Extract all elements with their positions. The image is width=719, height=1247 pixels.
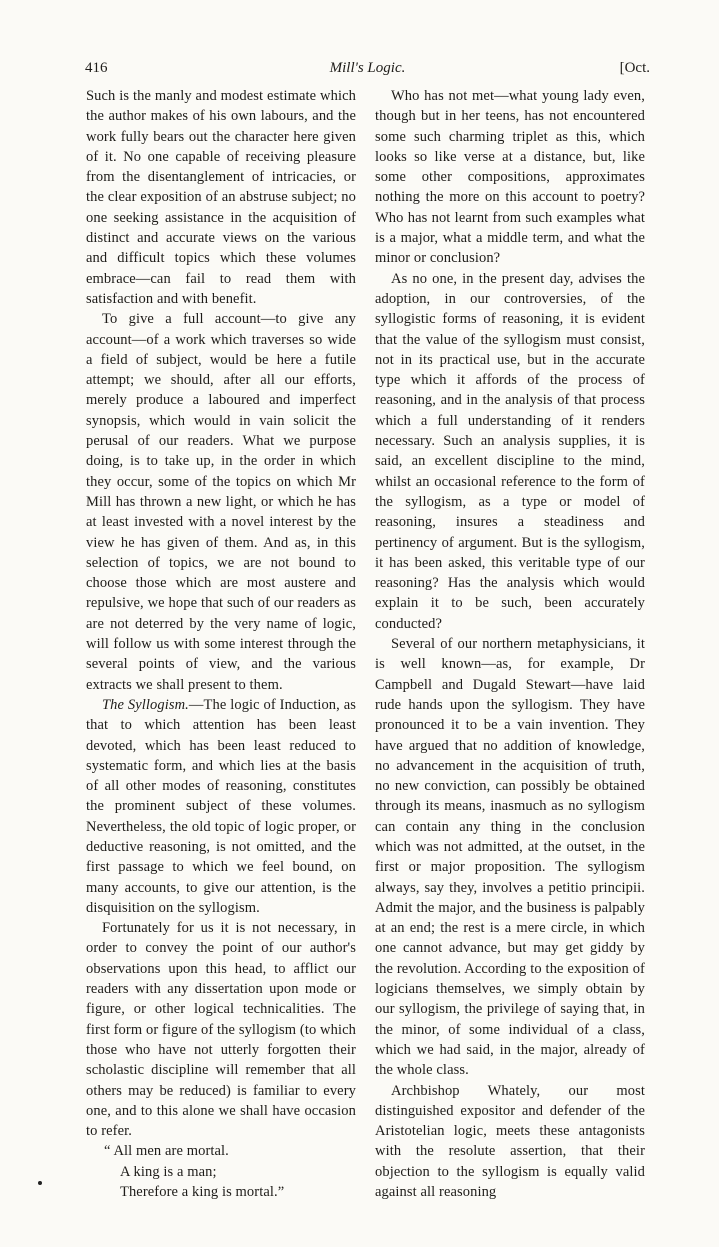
section-heading: The Syllogism. (102, 696, 189, 713)
paragraph: Several of our northern metaphysicians, it is well known—as, for example, Dr Campbell and Dugald Stewart—have laid rude hands upon the syllogism. They have pronounced it to be a vain invention. They have argued that no addition of knowledge, no advancement in the acquisition of truth, no new conviction, can possibly be obtained through its means, inasmuch as no syllogism can contain any thing in the conclusion which was not admitted, at the outset, in the first or major proposition. The syllogism always, say they, involves a petitio principii. Admit the major, and the business is palpably at an end; the rest is a mere circle, in which one cannot advance, but may get giddy by the revolution. According to the exposition of logicians themselves, we simply obtain by our syllogism, the privilege of saying that, in the minor, of some individual of a class, which we had said, in the major, already of the whole class. (375, 636, 645, 1079)
header-month: [Oct. (619, 60, 650, 76)
running-title: Mill's Logic. (329, 60, 406, 76)
paragraph: As no one, in the present day, advises the adoption, in our controversies, of the syllogistic forms of reasoning, it is evident that the value of the syllogism must consist, not in its practical use, but in the accurate type which it affords of the process of reasoning, and in the analysis of that process which a full understanding of it renders necessary. Such an analysis supplies, it is said, an excellent discipline to the mind, whilst an occasional reference to the form of the syllogism, as a type or model of reasoning, insures a steadiness and pertinency of argument. But is the syllogism, it has been asked, this veritable type of our reasoning? Has the analysis which would explain it to be such, been accurately conducted? (375, 270, 645, 632)
paragraph-text: —The logic of Induction, as that to which attention has been least devoted, which has been least reduced to systematic form, and which lies at the basis of all other modes of reasoning, constitutes the prominent subject of these volumes. Nevertheless, the old topic of logic proper, or deductive reasoning, is not omitted, and the first passage to which we feel bound, on many accounts, to give our attention, is the disquisition on the syllogism. (86, 696, 356, 916)
left-column (86, 86, 356, 1202)
paragraph (86, 695, 356, 918)
paragraph: Who has not met—what young lady even, though but in her teens, has not encountered some such charming triplet as this, which looks so like verse at a distance, but, like some other compositions, approximates nothing the more on this account to poetry? Who has not learnt from such examples what is a major, what a middle term, and what the minor or conclusion? (375, 88, 645, 267)
right-column (375, 86, 645, 1202)
verse-line: A king is a man; (120, 1163, 217, 1180)
paragraph: Fortunately for us it is not necessary, in order to convey the point of our author's observations upon this head, to afflict our readers with any dissertation upon mode or figure, or other logical technicalities. The first form or figure of the syllogism (to which those who have not utterly forgotten their scholastic discipline will remember that all others may be reduced) is familiar to every one, and to this alone we shall have occasion to refer. (86, 920, 356, 1140)
verse-line: “ All men are mortal. (104, 1143, 229, 1160)
verse-line: Therefore a king is mortal.” (120, 1184, 285, 1201)
ink-speck (38, 1181, 42, 1185)
page-number: 416 (85, 60, 108, 76)
paragraph: Such is the manly and modest estimate which the author makes of his own labours, and the work fully bears out the character here given of it. No one capable of receiving pleasure from the disentanglement of intricacies, or the clear exposition of an abstruse subject; no one seeking assistance in the acquisition of distinct and accurate views on the various and difficult topics which these volumes embrace—can fail to read them with satisfaction and with benefit. (86, 88, 356, 307)
paragraph: To give a full account—to give any account—of a work which traverses so wide a field of subject, would be here a futile attempt; we should, after all our efforts, merely produce a laboured and imperfect synopsis, which would in vain solicit the perusal of our readers. What we purpose doing, is to take up, in the order in which they occur, some of the topics on which Mr Mill has thrown a new light, or which he has at least invested with a novel interest by the view he has given of them. And as, in this selection of topics, we are not bound to choose those which are most austere and repulsive, we hope that such of our readers as are not deterred by the very name of logic, will follow us with some interest through the several points of view, and the various extracts we shall present to them. (86, 311, 356, 693)
paragraph: Archbishop Whately, our most distinguished expositor and defender of the Aristotelian logic, meets these antagonists with the resolute assertion, that their objection to the syllogism is equally valid against all reasoning (375, 1082, 645, 1201)
page-header (85, 60, 650, 82)
